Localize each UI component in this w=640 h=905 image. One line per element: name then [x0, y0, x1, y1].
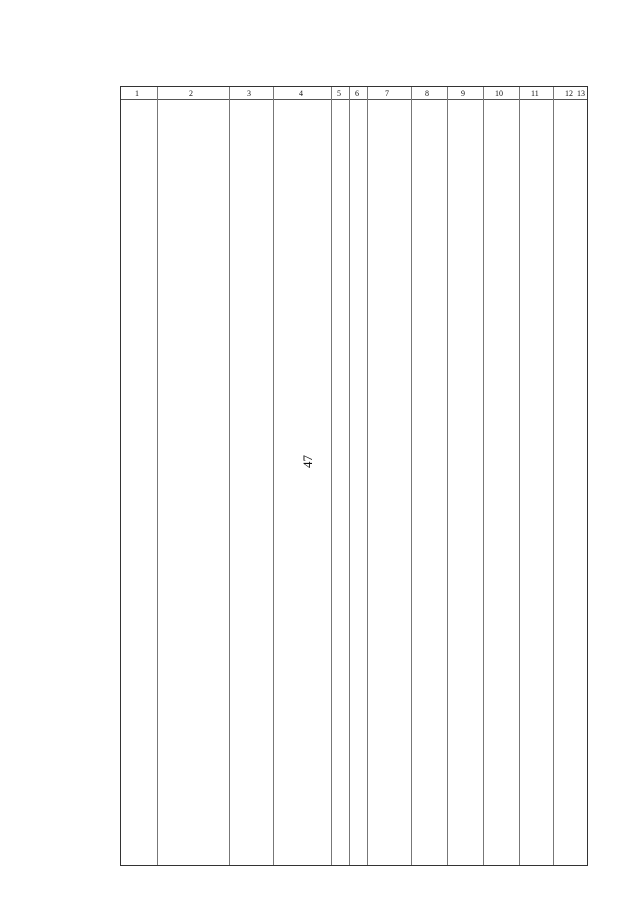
column-rule — [273, 87, 274, 865]
column-number: 11 — [531, 89, 539, 98]
column-number: 2 — [189, 89, 193, 98]
column-number: 7 — [385, 89, 389, 98]
column-number: 9 — [461, 89, 465, 98]
column-number: 8 — [425, 89, 429, 98]
column-rule — [519, 87, 520, 865]
column-rule — [157, 87, 158, 865]
column-rule — [229, 87, 230, 865]
page-number: 47 — [300, 455, 315, 468]
column-number: 1 — [135, 89, 139, 98]
column-number: 6 — [355, 89, 359, 98]
column-rule — [331, 87, 332, 865]
column-number: 4 — [299, 89, 303, 98]
column-number: 12 — [565, 89, 573, 98]
table-frame — [120, 86, 588, 866]
column-rule — [349, 87, 350, 865]
column-rule — [483, 87, 484, 865]
column-number: 10 — [495, 89, 503, 98]
column-number: 5 — [337, 89, 341, 98]
column-number: 3 — [247, 89, 251, 98]
column-rule — [411, 87, 412, 865]
column-rule — [367, 87, 368, 865]
column-rule — [447, 87, 448, 865]
column-number: 13 — [577, 89, 585, 98]
header-separator — [121, 99, 587, 100]
column-rule — [553, 87, 554, 865]
